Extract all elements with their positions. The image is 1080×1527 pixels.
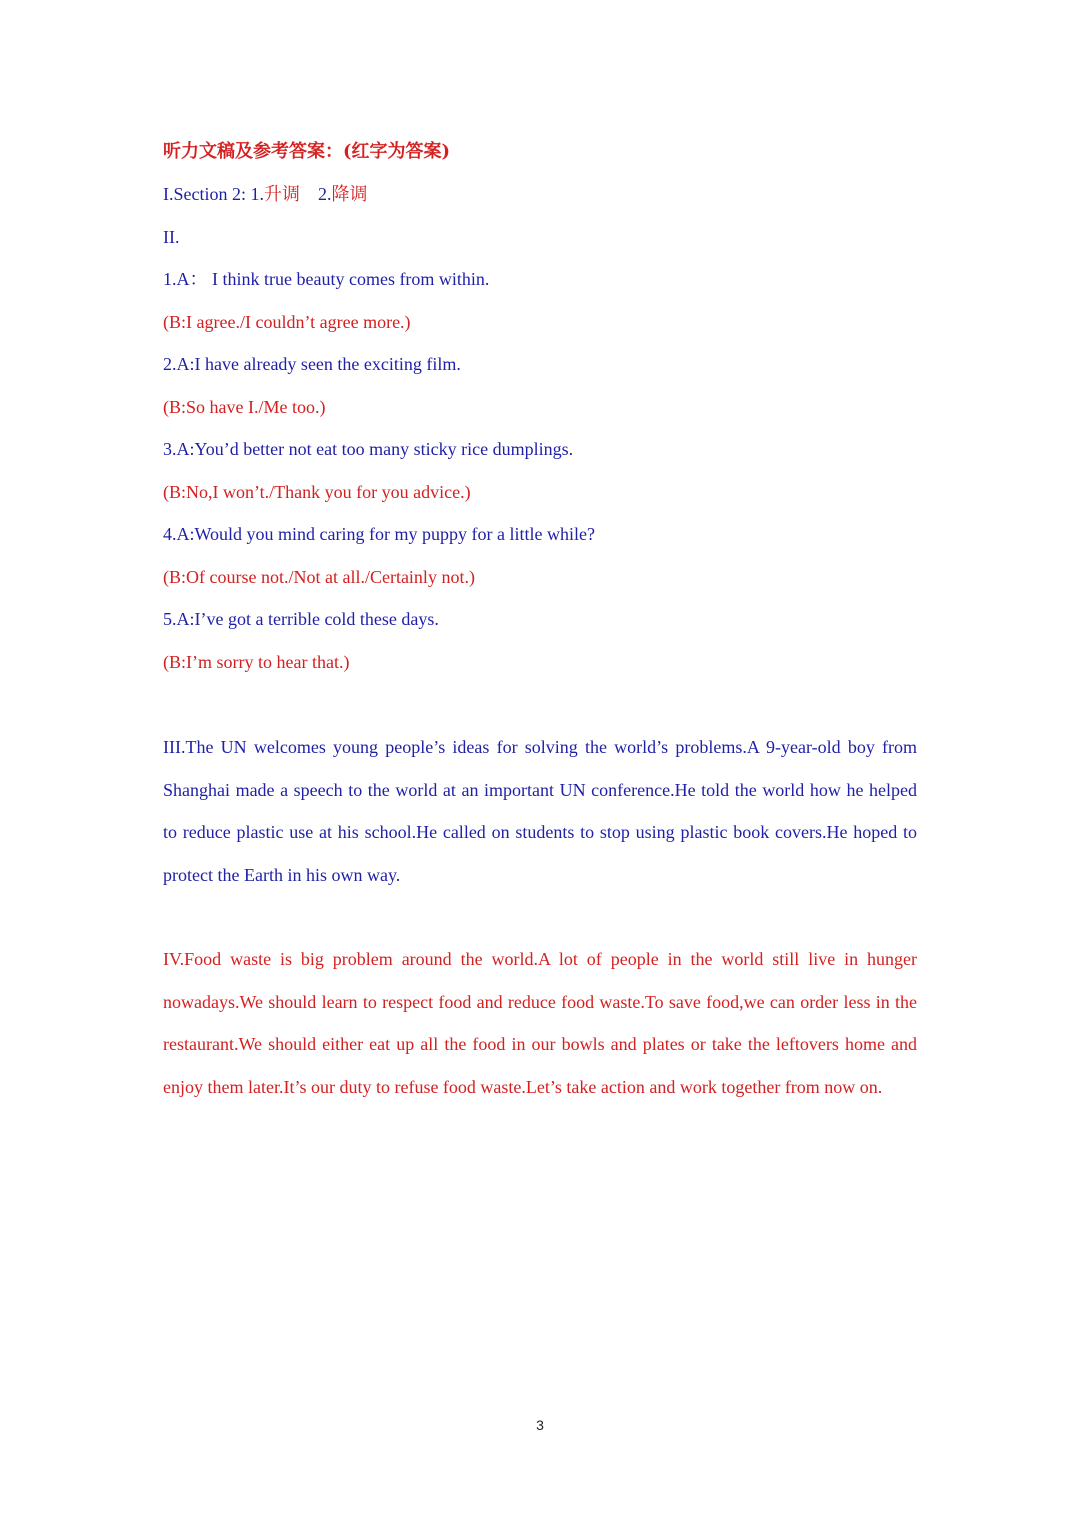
dialogue-question: 4.A:Would you mind caring for my puppy for a little while? [163, 524, 595, 544]
dialogue-question: 3.A:You’d better not eat too many sticky rice dumplings. [163, 439, 574, 459]
section-3-paragraph: III.The UN welcomes young people’s ideas for solving the world’s problems.A 9-year-old boy from Shanghai made a speech to the world at an important UN conference.He told the world how he helped to reduce plastic use at his school.He called on students to stop using plastic book covers.He hoped to protect the Earth in his own way. [163, 737, 917, 885]
page-heading: 听力文稿及参考答案：(红字为答案) [163, 141, 451, 162]
dialogue-answer: (B:I’m sorry to hear that.) [163, 652, 350, 672]
dialogue-question: 5.A:I’ve got a terrible cold these days. [163, 609, 439, 629]
dialogue-answer: (B:So have I./Me too.) [163, 397, 326, 417]
section-1-answer-2: 降调 [331, 184, 368, 204]
dialogue-answer: (B:No,I won’t./Thank you for you advice.) [163, 482, 471, 502]
section-4-paragraph: IV.Food waste is big problem around the world.A lot of people in the world still live in hunger nowadays.We should learn to respect food and reduce food waste.To save food,we can order less in the restaurant.We should either eat up all the food in our bowls and plates or take the leftovers home and enjoy them later.It’s our duty to refuse food waste.Let’s take action and work together from now on. [163, 949, 917, 1097]
section-1-label-2: 2. [318, 184, 332, 204]
dialogue-question: 2.A:I have already seen the exciting film. [163, 354, 461, 374]
section-1-answer-1: 升调 [264, 184, 300, 204]
dialogue-answer: (B:Of course not./Not at all./Certainly not.) [163, 567, 475, 587]
page-number: 3 [536, 1417, 544, 1433]
section-1-line [163, 182, 368, 206]
section-1-label: I.Section 2: 1. [163, 184, 264, 204]
dialogue-question: 1.A： I think true beauty comes from within. [163, 269, 490, 289]
dialogue-answer: (B:I agree./I couldn’t agree more.) [163, 312, 411, 332]
section-2-label: II. [163, 227, 180, 247]
